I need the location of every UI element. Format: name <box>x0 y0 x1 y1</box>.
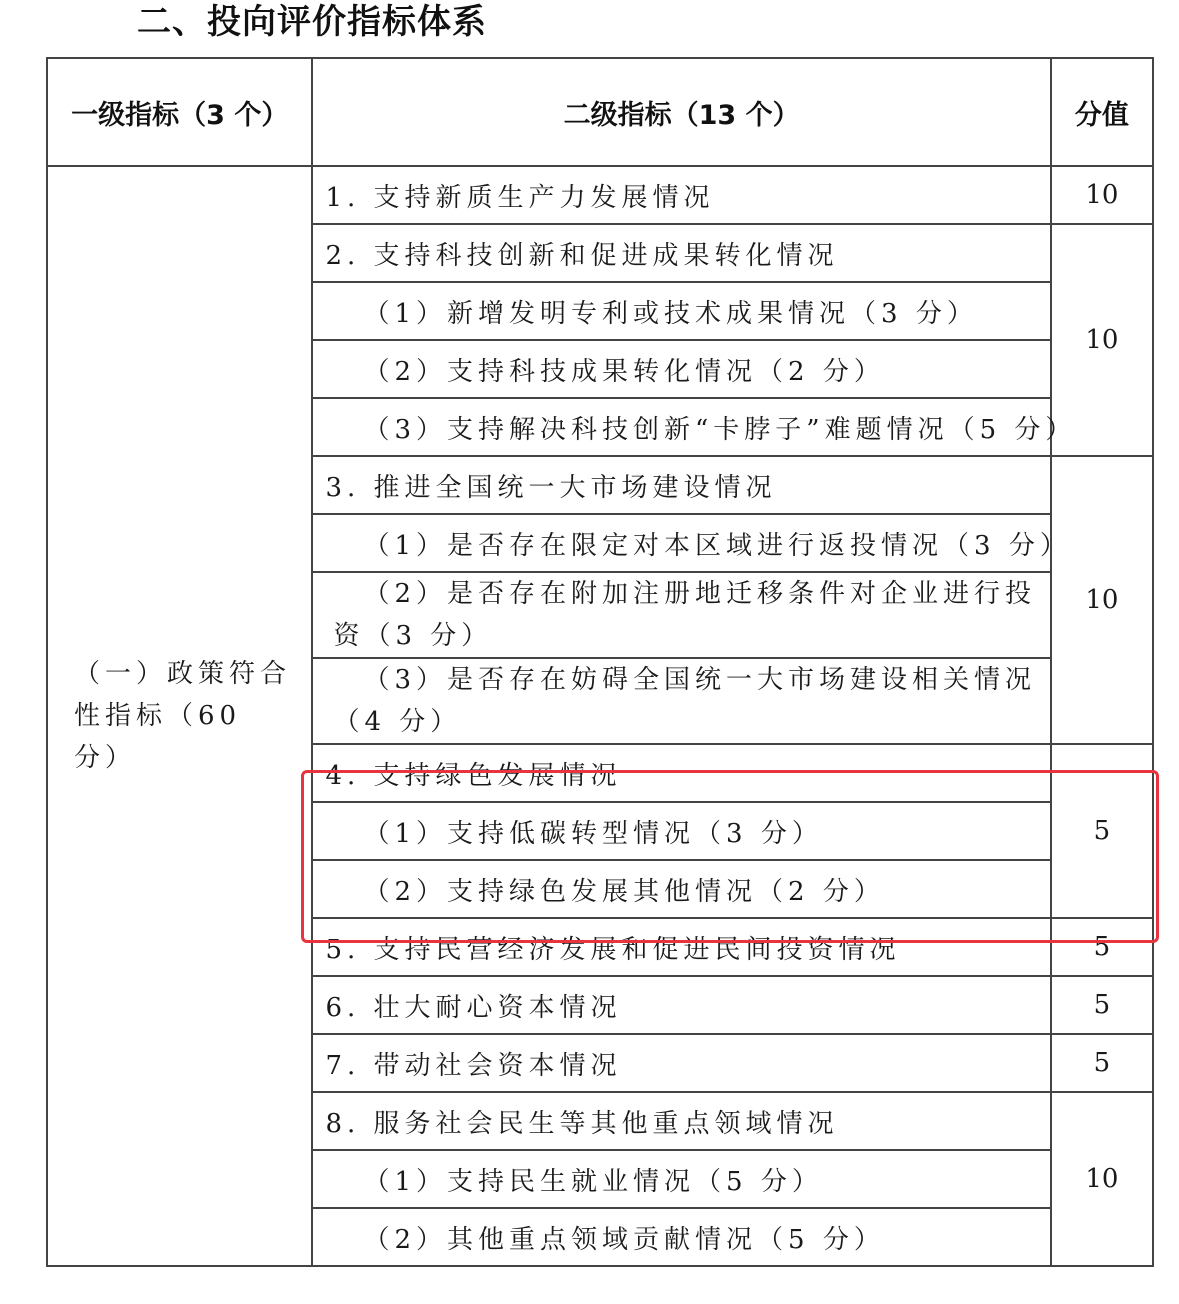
indicator-item: 7. 带动社会资本情况 <box>312 1034 1050 1092</box>
score-cell: 10 <box>1051 1092 1153 1266</box>
indicator-item: 1. 支持新质生产力发展情况 <box>312 166 1050 224</box>
indicator-item: 4. 支持绿色发展情况 <box>312 744 1050 802</box>
header-level2: 二级指标（13 个） <box>312 58 1050 166</box>
indicator-item: 2. 支持科技创新和促进成果转化情况 <box>312 224 1050 282</box>
sub-indicator-item: （1）新增发明专利或技术成果情况（3 分） <box>312 282 1050 340</box>
indicator-item: 3. 推进全国统一大市场建设情况 <box>312 456 1050 514</box>
score-cell: 5 <box>1051 1034 1153 1092</box>
score-cell: 5 <box>1051 976 1153 1034</box>
header-score: 分值 <box>1051 58 1153 166</box>
sub-indicator-item: （1）是否存在限定对本区域进行返投情况（3 分） <box>312 514 1050 572</box>
indicator-table <box>46 57 1154 1267</box>
score-cell: 10 <box>1051 224 1153 456</box>
sub-indicator-item: （3）支持解决科技创新“卡脖子”难题情况（5 分） <box>312 398 1050 456</box>
indicator-item: 6. 壮大耐心资本情况 <box>312 976 1050 1034</box>
sub-indicator-item: （2）支持科技成果转化情况（2 分） <box>312 340 1050 398</box>
score-cell: 10 <box>1051 456 1153 744</box>
sub-indicator-item: （2）支持绿色发展其他情况（2 分） <box>312 860 1050 918</box>
table-row <box>47 166 1153 224</box>
section-title: 二、投向评价指标体系 <box>137 2 487 42</box>
category-cell: （一）政策符合性指标（60 分） <box>47 166 312 1266</box>
score-cell: 5 <box>1051 744 1153 918</box>
indicator-item: 8. 服务社会民生等其他重点领域情况 <box>312 1092 1050 1150</box>
sub-indicator-item: （1）支持低碳转型情况（3 分） <box>312 802 1050 860</box>
sub-indicator-item: （3）是否存在妨碍全国统一大市场建设相关情况（4 分） <box>312 658 1050 744</box>
table-header-row <box>47 58 1153 166</box>
score-cell: 5 <box>1051 918 1153 976</box>
header-level1: 一级指标（3 个） <box>47 58 312 166</box>
sub-indicator-item: （2）其他重点领域贡献情况（5 分） <box>312 1208 1050 1266</box>
indicator-item: 5. 支持民营经济发展和促进民间投资情况 <box>312 918 1050 976</box>
score-cell: 10 <box>1051 166 1153 224</box>
sub-indicator-item: （2）是否存在附加注册地迁移条件对企业进行投资（3 分） <box>312 572 1050 658</box>
sub-indicator-item: （1）支持民生就业情况（5 分） <box>312 1150 1050 1208</box>
